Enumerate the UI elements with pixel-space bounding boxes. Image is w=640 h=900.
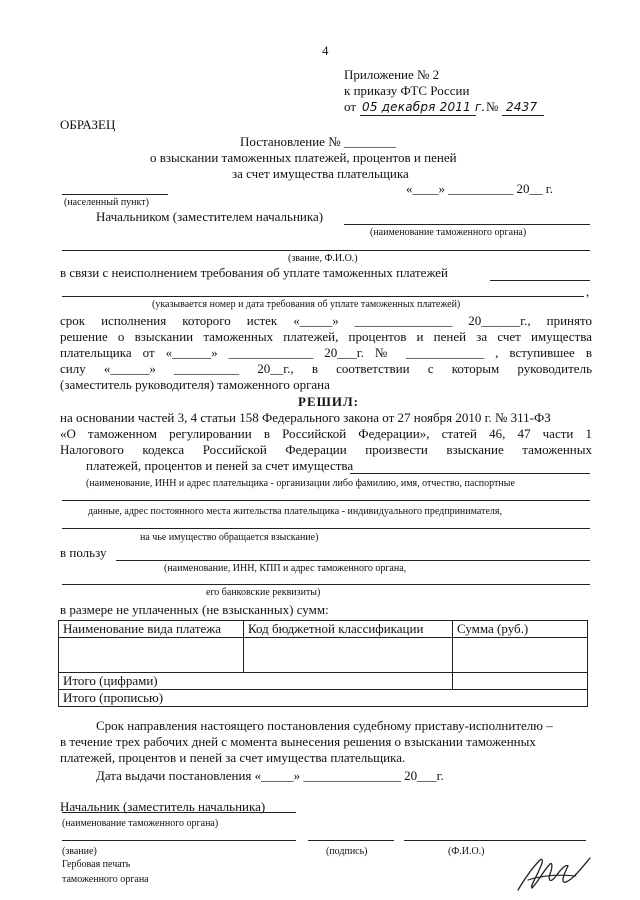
beneficiary-note-line2: его банковские реквизиты) [206, 587, 321, 598]
property-line [350, 473, 590, 474]
p1-line2: решение о взыскании таможенных платежей, процентов и пеней за счет имущества [60, 329, 592, 344]
table-cell [453, 673, 588, 690]
sample-label: ОБРАЗЕЦ [60, 117, 116, 132]
signature-fio: (Ф.И.О.) [448, 846, 485, 857]
settlement-label: (населенный пункт) [64, 197, 149, 208]
p2-line2: «О таможенном регулировании в Российской Федерации», статей 46, 47 части 1 [60, 426, 592, 441]
seal-line2: таможенного органа [62, 874, 149, 885]
nonfulfillment-line [490, 280, 590, 281]
settlement-line [62, 194, 168, 195]
p2-line3: Налогового кодекса Российской Федерации произвести взыскание таможенных [60, 442, 592, 457]
seal-line1: Гербовая печать [62, 859, 131, 870]
payer-note-line1: (наименование, ИНН и адрес плательщика - организации либо фамилию, имя, отчество, паспортные [86, 478, 515, 489]
requirement-line [62, 296, 584, 297]
p1-line1: срок исполнения которого истек «_____» _______________ 20______г., принято [60, 313, 592, 328]
amounts-label: в размере не уплаченных (не взысканных) сумм: [60, 602, 329, 617]
signature-chief: Начальник (заместитель начальника) [60, 799, 266, 814]
table-cell [453, 638, 588, 673]
signature-customs-name: (наименование таможенного органа) [62, 818, 219, 829]
table-cell [59, 638, 244, 673]
p1-line3: плательщика от «______» _____________ 20___г. № ____________ , вступившее в [60, 345, 592, 360]
appendix-line1: Приложение № 2 [344, 67, 440, 82]
appendix-date-prefix: от [344, 99, 357, 114]
customs-name-line [62, 812, 296, 813]
table-header-row [59, 621, 588, 638]
in-favor-label: в пользу [60, 545, 107, 560]
rank-name-label: (звание, Ф.И.О.) [288, 253, 358, 264]
rank-sign-line [62, 840, 296, 841]
customs-name-label: (наименование таможенного органа) [370, 227, 527, 238]
closing-line3: платежей, процентов и пеней за счет имущества плательщика. [60, 750, 406, 765]
place-date-field: «____» __________ 20__ г. [406, 181, 553, 196]
header-budget-code: Код бюджетной классификации [244, 621, 453, 638]
closing-line1: Срок направления настоящего постановления судебному приставу-исполнителю – [96, 718, 553, 733]
total-words-row [59, 690, 588, 707]
appendix-line2: к приказу ФТС России [344, 83, 470, 98]
header-payment-type: Наименование вида платежа [59, 621, 244, 638]
title-line2: о взыскании таможенных платежей, процентов и пеней [150, 150, 457, 165]
issue-date: Дата выдачи постановления «_____» _______________ 20___г. [96, 768, 444, 783]
appendix-number-prefix: № [486, 99, 499, 114]
decided-heading: РЕШИЛ: [298, 394, 360, 409]
requirement-comma: , [586, 284, 590, 299]
total-words-label: Итого (прописью) [59, 690, 588, 707]
p2-line1: на основании частей 3, 4 статьи 158 Федерального закона от 27 ноября 2010 г. № 311-ФЗ [60, 410, 551, 425]
payer-note-line2: данные, адрес постоянного места жительства плательщика - индивидуального предпринимателя, [88, 506, 502, 517]
title-line3: за счет имущества плательщика [232, 166, 409, 181]
appendix-number-handwritten: 2437 [506, 100, 538, 114]
date-underline [360, 115, 476, 116]
beneficiary-line2 [62, 584, 590, 585]
total-digits-row [59, 673, 588, 690]
table-cell [244, 638, 453, 673]
beneficiary-note-line1: (наименование, ИНН, КПП и адрес таможенного органа, [164, 563, 407, 574]
fio-line [404, 840, 586, 841]
p1-line5: (заместитель руководителя) таможенного органа [60, 377, 330, 392]
header-amount: Сумма (руб.) [453, 621, 588, 638]
payer-note-line3: на чье имущество обращается взыскание) [140, 532, 319, 543]
handwritten-signature [510, 850, 598, 898]
beneficiary-line [116, 560, 590, 561]
payer-line3 [62, 528, 590, 529]
p1-line4: силу «______» __________ 20__г., в соответствии с которым руководитель [60, 361, 592, 376]
signature-rank: (звание) [62, 846, 97, 857]
number-underline [502, 115, 544, 116]
payments-table [58, 620, 588, 707]
total-digits-label: Итого (цифрами) [59, 673, 453, 690]
chief-line [344, 224, 590, 225]
closing-line2: в течение трех рабочих дней с момента вынесения решения о взыскании таможенных [60, 734, 536, 749]
p2-line4: платежей, процентов и пеней за счет имущества [86, 458, 354, 473]
payer-line2 [62, 500, 590, 501]
requirement-note-label: (указывается номер и дата требования об уплате таможенных платежей) [152, 299, 461, 310]
nonfulfillment-text: в связи с неисполнением требования об уплате таможенных платежей [60, 265, 448, 280]
chief-label: Начальником (заместителем начальника) [96, 209, 324, 224]
title-line1: Постановление № ________ [240, 134, 396, 149]
signature-sign: (подпись) [326, 846, 368, 857]
table-row [59, 638, 588, 673]
page-number: 4 [322, 43, 329, 58]
appendix-date-handwritten: 05 декабря 2011 г. [362, 100, 486, 114]
sign-line [308, 840, 394, 841]
rank-line [62, 250, 590, 251]
